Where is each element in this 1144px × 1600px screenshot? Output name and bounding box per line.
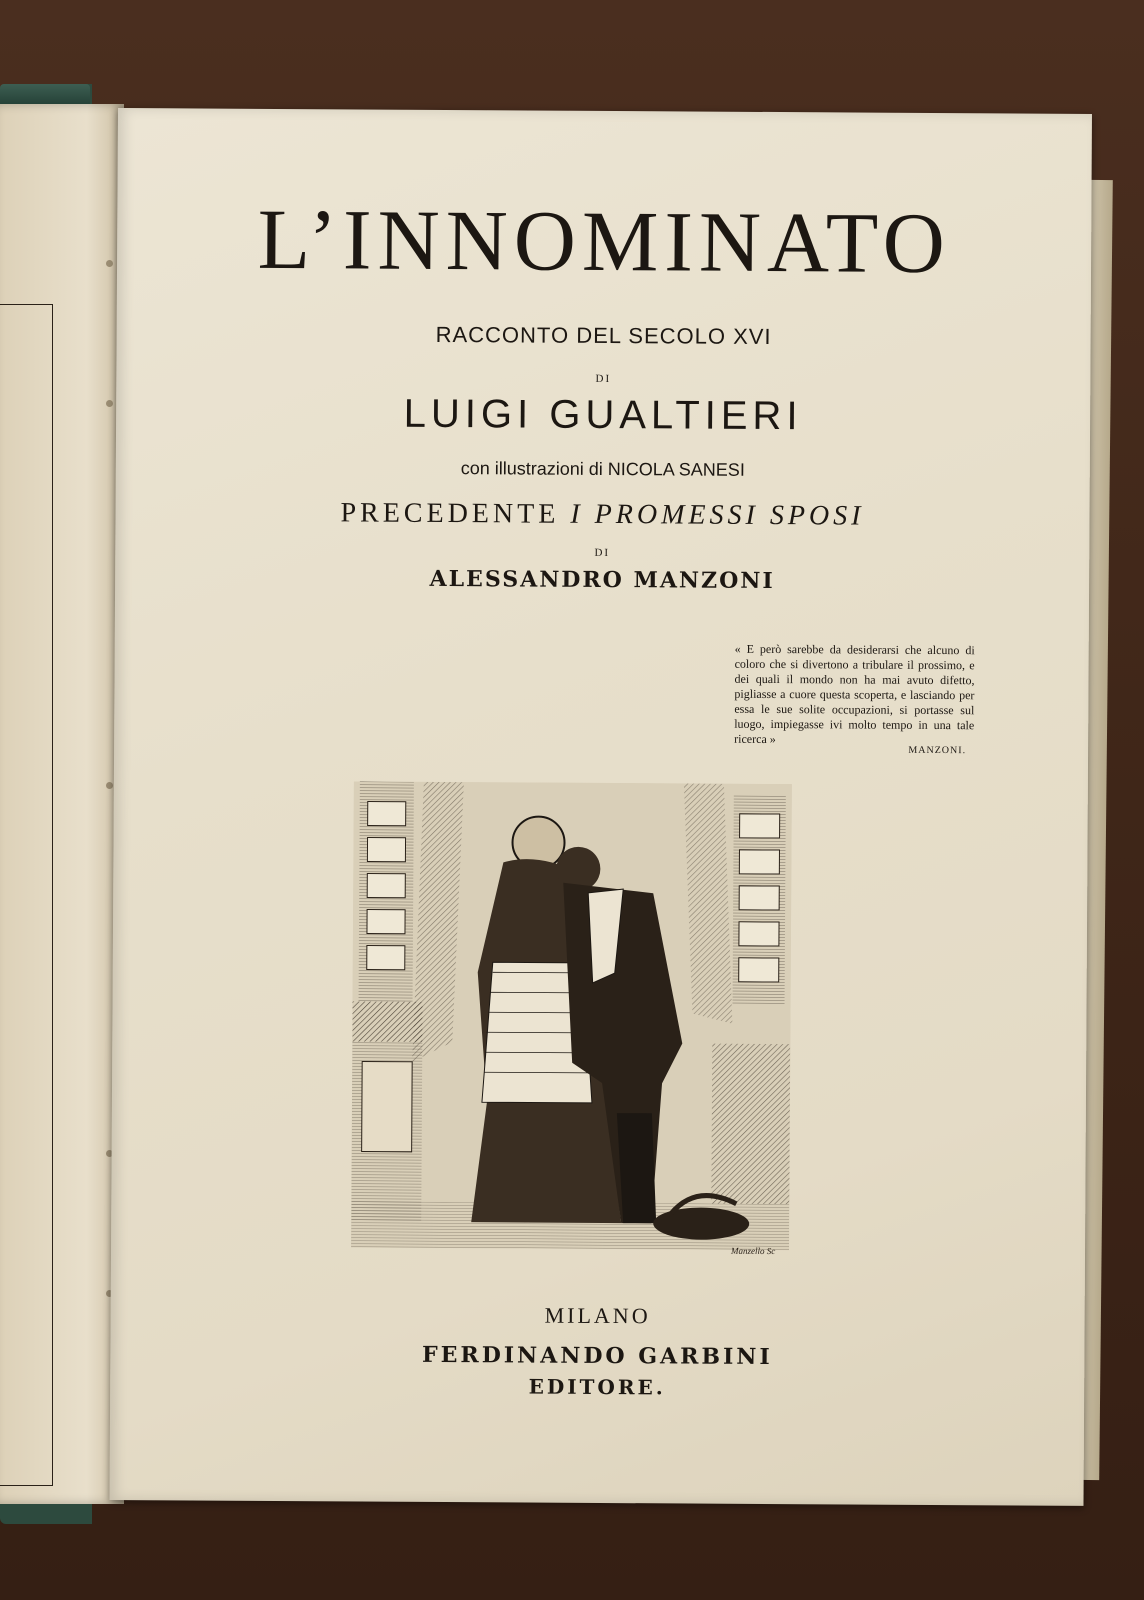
binding-stitch: [106, 260, 113, 267]
imprint-publisher: FERDINANDO GARBINI: [421, 1341, 773, 1371]
book-title: L’INNOMINATO: [257, 190, 952, 292]
epigraph-attribution: MANZONI.: [908, 744, 967, 757]
preceding-work-line: [115, 496, 1089, 534]
engraving-illustration: [351, 781, 792, 1250]
by-label: DI: [594, 546, 611, 560]
illustrator-credit: con illustrazioni di NICOLA SANESI: [460, 458, 745, 480]
author-name: LUIGI GUALTIERI: [403, 391, 803, 439]
engraver-signature: Manzello Sc: [731, 1245, 776, 1257]
imprint-city: MILANO: [544, 1302, 651, 1329]
title-page: [109, 108, 1091, 1506]
preceding-work-title: I PROMESSI SPOSI: [570, 498, 865, 532]
engraving-cardinal-embrace-icon: [351, 781, 792, 1250]
book-subtitle: RACCONTO DEL SECOLO XVI: [435, 321, 772, 349]
binding-stitch: [106, 782, 113, 789]
binding-stitch: [106, 400, 113, 407]
epigraph-quote: « E però sarebbe da desiderarsi che alcuno di coloro che si divertono a tribulare il prossimo, e dei quali il mondo non ha mai avuto difetto, pigliasse a cuore questa scoperta, e lasciando per essa le sue solite occupazioni, si portasse sul luogo, impiegasse ivi molto tempo in una tale ricerca »: [734, 641, 975, 747]
imprint-role: EDITORE.: [528, 1374, 666, 1400]
preceding-prefix: PRECEDENTE: [340, 497, 571, 530]
left-page-border-rule: [0, 304, 53, 1486]
by-label: DI: [595, 372, 612, 386]
left-page: [0, 104, 124, 1504]
manzoni-name: ALESSANDRO MANZONI: [429, 565, 775, 595]
